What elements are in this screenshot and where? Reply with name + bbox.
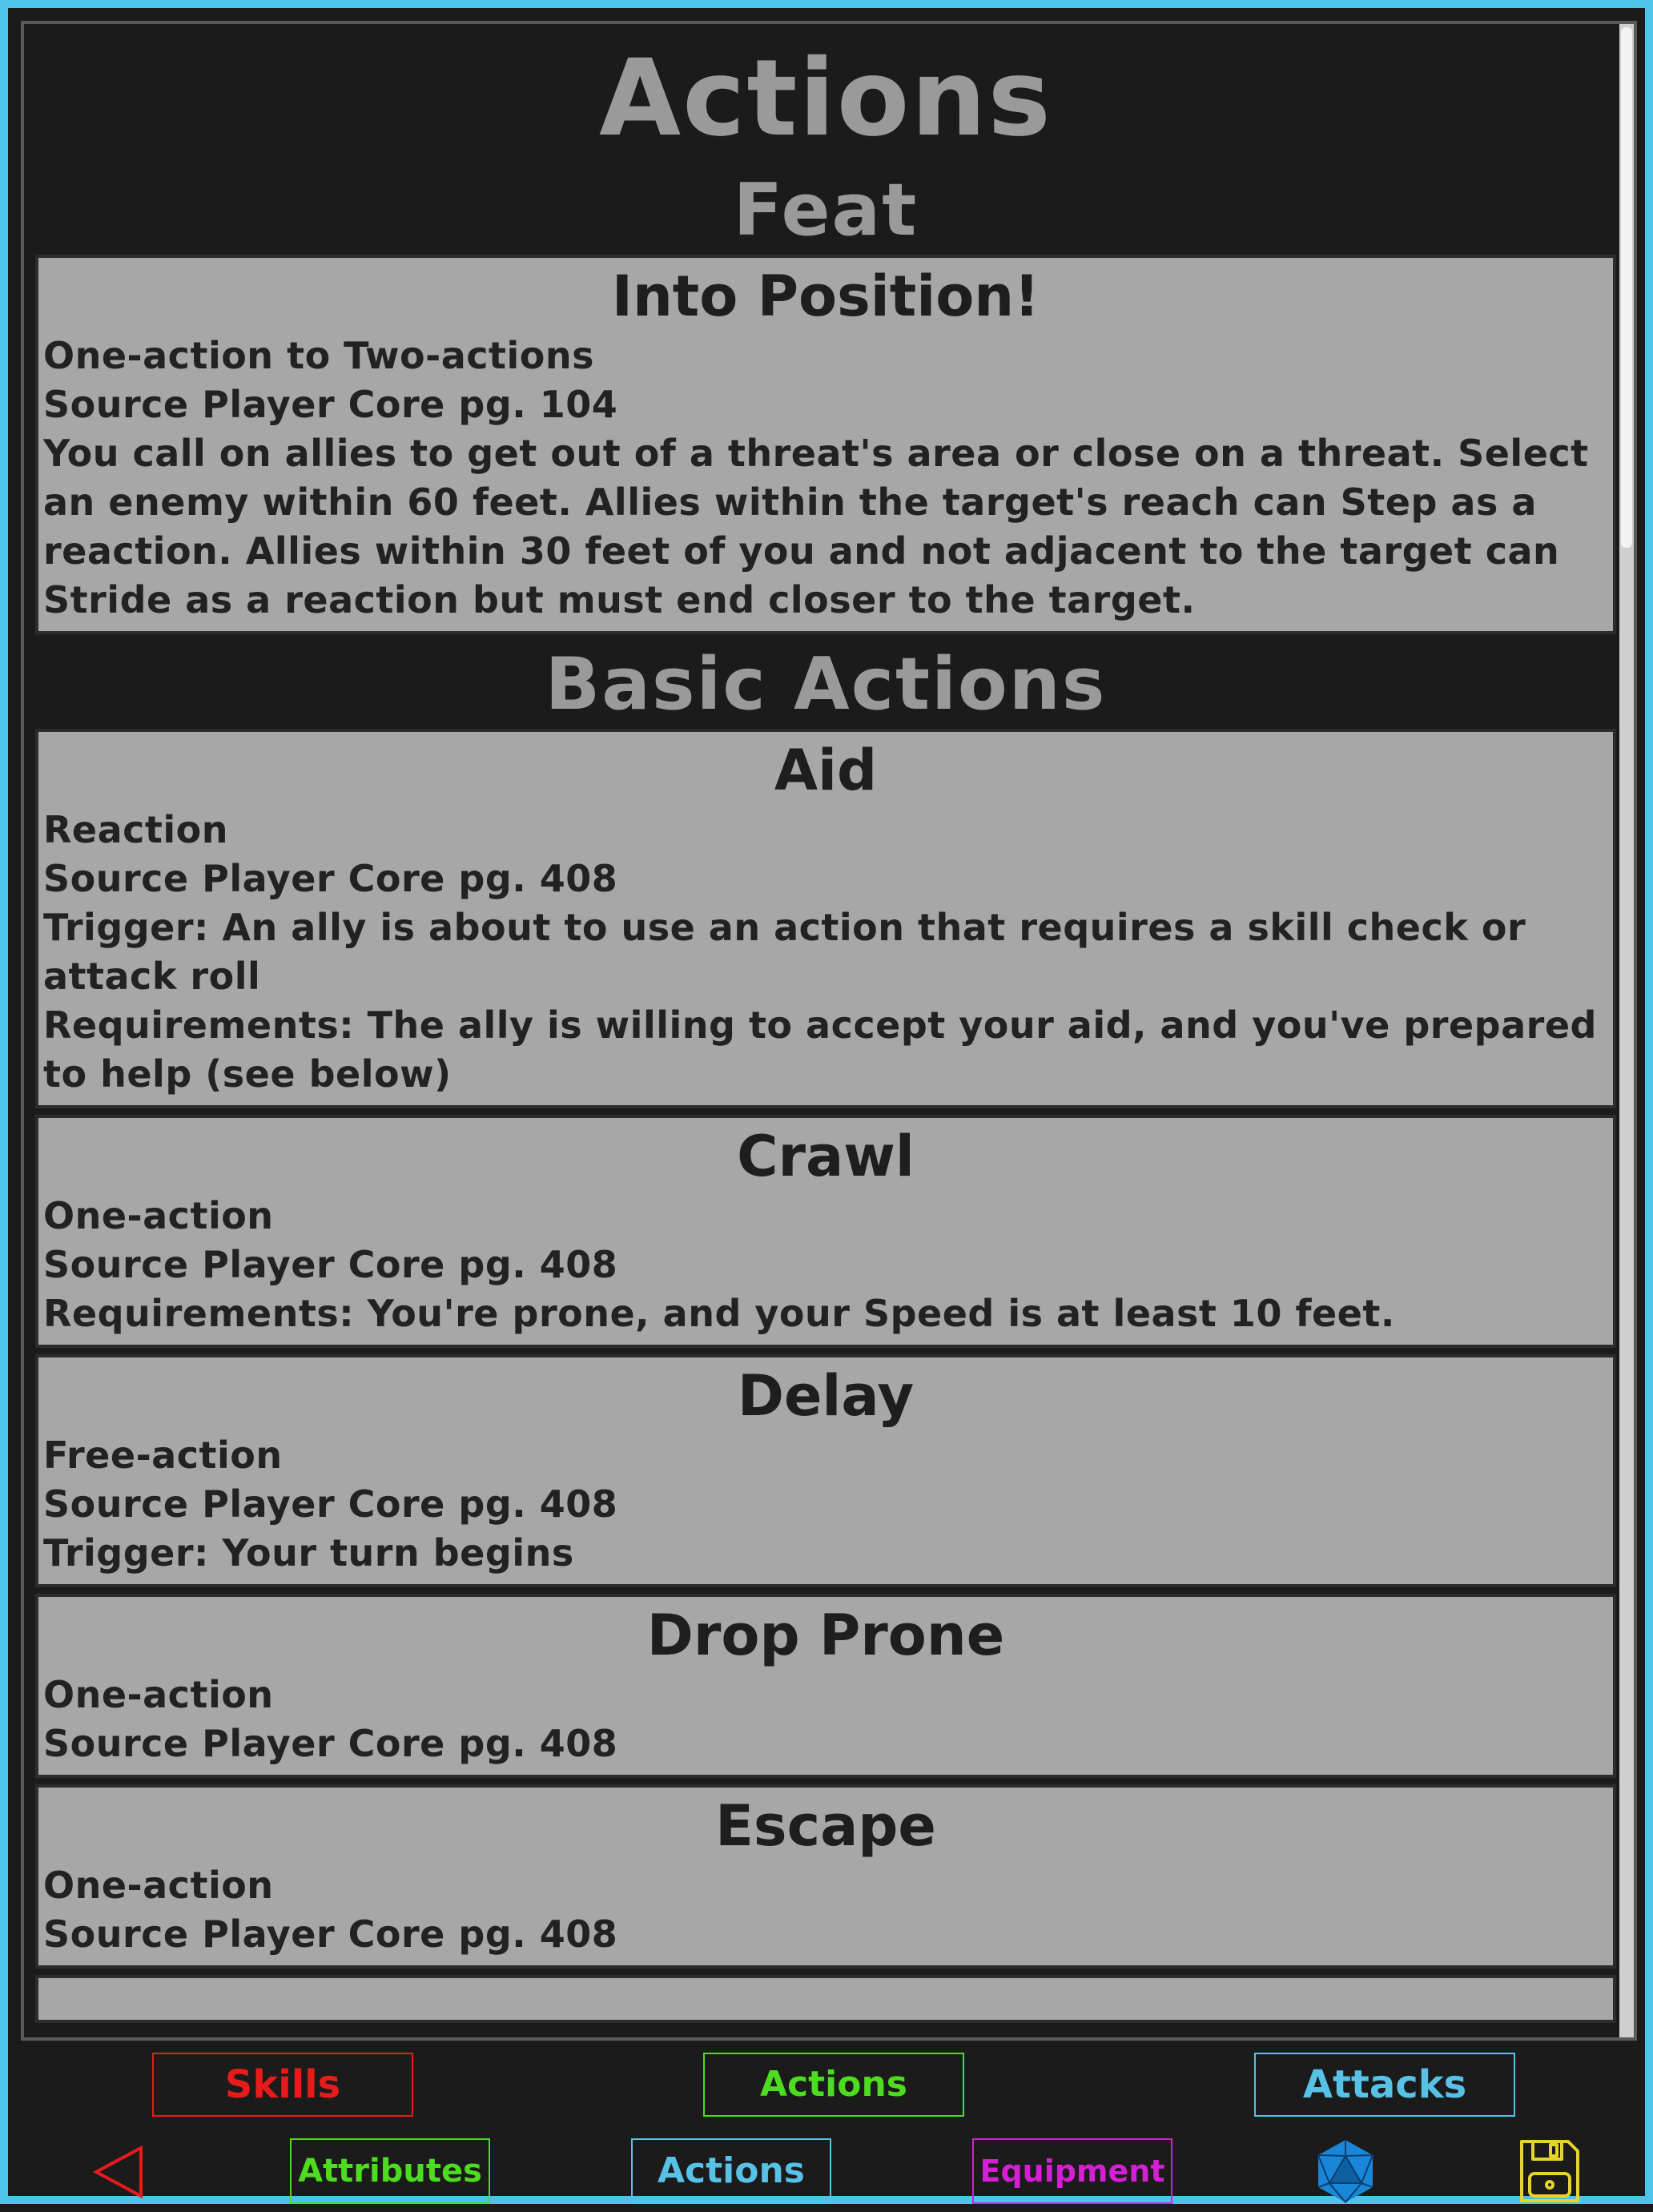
action-card-crawl xyxy=(35,1115,1616,1348)
card-title: Crawl xyxy=(737,1124,915,1189)
actions-content xyxy=(35,24,1616,2029)
card-source: Source Player Core pg. 408 xyxy=(43,1722,618,1765)
action-card-partial xyxy=(35,1975,1616,2023)
scroll-panel[interactable] xyxy=(21,21,1637,2041)
card-title: Delay xyxy=(737,1363,915,1429)
card-title: Aid xyxy=(774,738,878,803)
card-action-cost: One-action xyxy=(43,1673,274,1716)
card-action-cost: One-action xyxy=(43,1864,274,1907)
actions-tab-button[interactable]: Actions xyxy=(703,2053,964,2117)
actions-button[interactable]: Actions xyxy=(631,2138,831,2204)
attributes-button[interactable]: Attributes xyxy=(290,2138,490,2204)
action-card-aid xyxy=(35,729,1616,1108)
card-title: Into Position! xyxy=(611,263,1040,329)
attacks-tab-button[interactable]: Attacks xyxy=(1254,2053,1515,2117)
action-card-drop-prone xyxy=(35,1594,1616,1778)
page-title: Actions xyxy=(599,37,1052,160)
card-title: Escape xyxy=(715,1793,936,1859)
card-action-cost: One-action xyxy=(43,1194,274,1237)
scrollbar[interactable] xyxy=(1619,24,1634,2037)
bottom-nav xyxy=(8,2042,1653,2212)
card-source: Source Player Core pg. 408 xyxy=(43,1482,618,1526)
card-action-cost: One-action to Two-actions xyxy=(43,334,594,377)
feat-card xyxy=(35,255,1616,634)
skills-tab-button[interactable]: Skills xyxy=(152,2053,413,2117)
card-action-cost: Free-action xyxy=(43,1434,283,1477)
card-action-cost: Reaction xyxy=(43,808,229,851)
card-requirements: Requirements: The ally is willing to accept your aid, and you've prepared to help (see below) xyxy=(43,1003,1597,1096)
card-source: Source Player Core pg. 408 xyxy=(43,857,618,900)
card-trigger: Trigger: Your turn begins xyxy=(43,1531,574,1575)
section-title-basic-actions: Basic Actions xyxy=(545,642,1107,726)
back-triangle-icon[interactable] xyxy=(91,2143,147,2201)
card-source: Source Player Core pg. 104 xyxy=(43,383,618,426)
action-card-escape xyxy=(35,1784,1616,1969)
scrollbar-thumb[interactable] xyxy=(1621,27,1632,548)
card-source: Source Player Core pg. 408 xyxy=(43,1243,618,1286)
card-requirements: Requirements: You're prone, and your Speed is at least 10 feet. xyxy=(43,1292,1395,1335)
equipment-button[interactable]: Equipment xyxy=(972,2138,1172,2204)
action-card-delay xyxy=(35,1354,1616,1587)
d20-dice-icon[interactable] xyxy=(1317,2138,1374,2204)
section-title-feat: Feat xyxy=(733,168,919,252)
floppy-save-icon[interactable] xyxy=(1517,2137,1583,2206)
card-trigger: Trigger: An ally is about to use an action that requires a skill check or attack roll xyxy=(43,906,1526,998)
card-source: Source Player Core pg. 408 xyxy=(43,1912,618,1956)
card-description: You call on allies to get out of a threat's area or close on a threat. Select an enemy within 60 feet. Allies within the target's reach can Step as a reaction. Allies within 30 feet of you and not adjacent to the target can Stride as a reaction but must end closer to the target. xyxy=(43,432,1589,621)
card-title: Drop Prone xyxy=(646,1603,1005,1668)
